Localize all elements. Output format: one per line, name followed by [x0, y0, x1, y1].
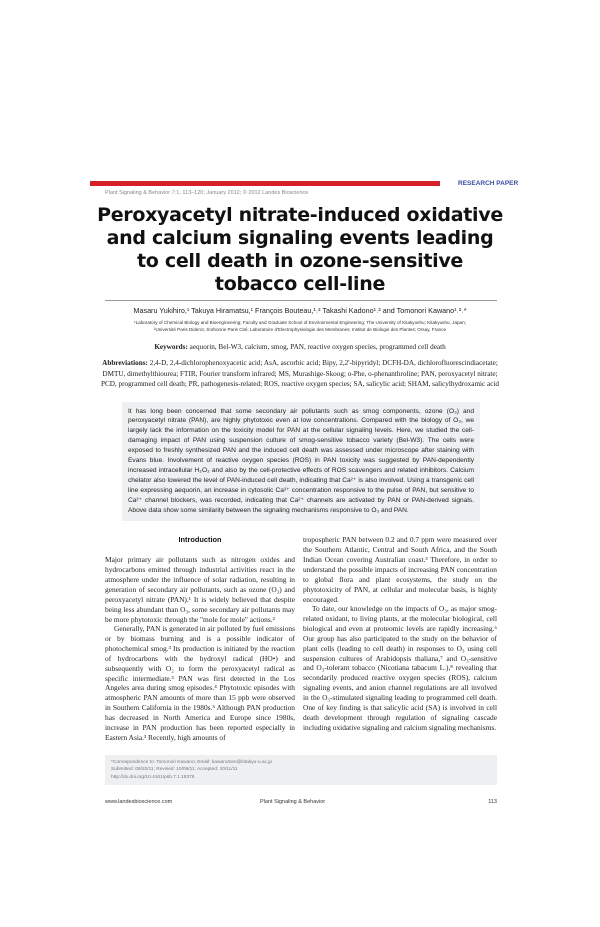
page-footer	[105, 797, 497, 807]
abbreviations	[95, 358, 505, 390]
paragraph: Generally, PAN is generated in air polluted by fuel emissions or by biomass burning and is a possible indicator of photochemical smog.³ Its production is initiated by the reaction of hydrocarbons with the hydroxyl radical (HO•) and subsequently with O₂ to form the peroxyacetyl radical as specific intermediate.³ PAN was first detected in the Los Angeles area during smog episodes.⁴ Phytotoxic episodes with atmospheric PAN amounts of more than 15 ppb were observed in Southern California in the 1980s.⁵ Although PAN production has decreased in North America and Europe since 1980s, increase in PAN production has been reported especially in Eastern Asia.³ Recently, high amounts of	[105, 624, 295, 742]
paragraph: Major primary air pollutants such as nitrogen oxides and hydrocarbons emitted through industrial activities react in the atmosphere under the influence of solar radiation, resulting in generation of secondary air pollutants, such as ozone (O₃) and peroxyacetyl nitrate (PAN).¹ It is widely believed that despite being less abundant than O₃, some secondary air pollutants may be more phytotoxic through the "mole for mole" actions.²	[105, 555, 295, 624]
body-right-column	[303, 535, 497, 742]
submission-dates: Submitted: 09/20/11; Revised: 10/09/11; Accepted: 10/11/11	[111, 767, 238, 772]
article-content	[95, 204, 505, 827]
header-accent-bar	[90, 181, 440, 186]
paragraph: tropospheric PAN between 0.2 and 0.7 ppm were measured over the Southern Atlantic, Central and South Africa, and the South Indian Ocean covering Australian coast.³ Therefore, in order to understand the possible impacts of increasing PAN concentration to global flora and plant ecosystems, the study on the phytotoxicity of PAN, at cellular and molecular basis, is highly encouraged.	[303, 535, 497, 604]
section-label: RESEARCH PAPER	[458, 180, 519, 187]
body-columns	[105, 535, 497, 742]
journal-citation: Plant Signaling & Behavior 7:1, 113–120; January 2012; © 2012 Landes Bioscience	[105, 190, 309, 196]
correspondence-box	[105, 755, 497, 786]
keywords-text: aequorin, Bel-W3, calcium, smog, PAN, reactive oxygen species, programmed cell death	[189, 343, 446, 351]
affiliation-1: ¹Laboratory of Chemical Biology and Bioengineering; Faculty and Graduate School of Environmental Engineering; The University of Kitakyushu; Kitakyushu, Japan;	[134, 320, 466, 325]
paper-title: Peroxyacetyl nitrate-induced oxidative and calcium signaling events leading to cell death in ozone-sensitive tobacco cell-line	[97, 204, 503, 295]
author-list: Masaru Yukihiro,¹ Takuya Hiramatsu,¹ François Bouteau,¹˒² Takashi Kadono¹˒² and Tomonori Kawano¹˒²˒*	[133, 306, 467, 315]
footer-website[interactable]: www.landesbioscience.com	[105, 799, 173, 805]
page-number: 113	[488, 799, 497, 805]
affiliations	[95, 319, 505, 333]
abstract: It has long been concerned that some secondary air pollutants such as smog components, ozone (O₃) and peroxyacetyl nitrate (PAN), are highly phytotoxic even at low concentrations. Compared with the biology of O₃, we largely lack the information on the toxicity model for PAN at the cellular signaling levels. Here, we studied the cell-damaging impact of PAN using suspension culture of smog-sensitive tobacco variety (Bel-W3). The cells were exposed to freshly synthesized PAN and the induced cell death was assessed under microscope after staining with Evans blue. Involvement of reactive oxygen species (ROS) in PAN toxicity was suggested by PAN-dependently increased intracellular H₂O₂ and also by the cell-protective effects of ROS scavengers and related inhibitors. Calcium chelator also lowered the level of PAN-induced cell death, indicating that Ca²⁺ is also involved. Using a transgenic cell line expressing aequorin, an increase in cytosolic Ca²⁺ concentration responsive to the pulse of PAN, but sensitive to Ca²⁺ channel blockers, was recorded, indicating that Ca²⁺ channels are activated by PAN or PAN-derived signals. Above data show some similarity between the signaling mechanisms responsive to O₃ and PAN.	[122, 402, 480, 522]
keywords-label: Keywords:	[154, 343, 188, 351]
body-left-column	[105, 535, 295, 742]
paragraph: To date, our knowledge on the impacts of O₃, as major smog-related oxidant, to living plants, at the molecular biological, cell biological and even at proteomic levels are rapidly increasing.⁶ Our group has also participated to the study on the behavior of plant cells (leading to cell death) in responses to O₃ using cell suspension cultures of Arabidopsis thaliana,⁷ and O₃-sensitive and O₃-tolerant tobacco (Nicotiana tabacum L.),⁸ revealing that secondarily produced reactive oxygen species (ROS), calcium signaling events, and anion channel regulations are all involved in the O₃-stimulated signaling leading to programmed cell death. One of key finding is that salicylic acid (SA) is involved in cell death development through regulation of signaling cascade including oxidative signaling and calcium signaling mechanisms.	[303, 604, 497, 732]
keywords	[95, 342, 505, 352]
title-divider	[105, 300, 497, 301]
section-heading-introduction: Introduction	[178, 535, 222, 545]
footer-journal: Plant Signaling & Behavior	[260, 799, 326, 805]
abbreviations-label: Abbreviations:	[102, 359, 148, 367]
correspondence-author: *Correspondence to: Tomonori Kawano; Email: kawanotom@kitakyu-u.ac.jp	[111, 759, 273, 765]
abbreviations-text: 2,4-D, 2,4-dichlorophenoxyacetic acid; AsA, ascorbic acid; Bipy, 2,2'-bipyridyl; DCFH-DA, dichlorofluorescindiacetate; DMTU, dimethylthiourea; FTIR, Fourier transform infrared; MS, Murashige-Skoog; o-Phe, o-phenanthroline; PAN, peroxyacetyl nitrate; PCD, programmed cell death; PR, pathogenesis-related; ROS, reactive oxygen species; SA, salicylic acid; SHAM, salicylhydroxamic acid	[100, 359, 499, 388]
doi-link[interactable]: http://dx.doi.org/10.4161/psb.7.1.18376	[111, 774, 195, 780]
affiliation-2: ²Université Paris Diderot, Sorbonne Paris Cité; Laboratoire d'Electrophysiologie des Membranes; Institut de Biologie des Plantes; Orsay, France	[153, 327, 447, 332]
